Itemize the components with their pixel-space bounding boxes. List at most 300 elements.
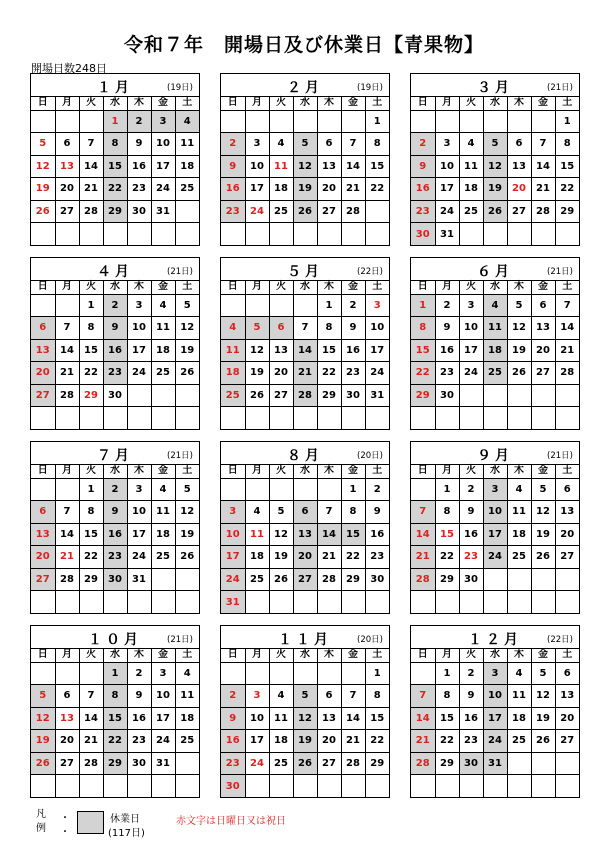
empty-cell	[459, 223, 483, 246]
day-cell: 8	[103, 685, 127, 708]
weekday-header: 木	[317, 649, 341, 662]
empty-cell	[245, 407, 269, 430]
day-cell: 14	[531, 155, 555, 178]
day-cell: 23	[435, 362, 459, 385]
month-grid	[411, 97, 579, 245]
day-cell: 14	[341, 707, 365, 730]
empty-cell	[317, 662, 341, 685]
week-row	[221, 501, 389, 524]
empty-cell	[507, 775, 531, 798]
day-cell: 9	[221, 155, 245, 178]
empty-cell	[127, 407, 151, 430]
week-row	[411, 568, 579, 591]
empty-cell	[31, 223, 55, 246]
month-open-days: (22日)	[357, 267, 383, 277]
day-cell: 30	[459, 752, 483, 775]
day-cell: 27	[31, 384, 55, 407]
week-row	[31, 501, 199, 524]
weekday-header: 土	[555, 465, 579, 478]
day-cell: 9	[341, 317, 365, 340]
day-cell: 14	[341, 155, 365, 178]
month-header	[221, 74, 389, 97]
day-cell: 23	[411, 200, 435, 223]
month-header	[411, 258, 579, 281]
day-cell: 5	[293, 133, 317, 156]
empty-cell	[175, 775, 199, 798]
day-cell: 29	[435, 568, 459, 591]
month-name: ３月	[477, 80, 513, 96]
day-cell: 14	[55, 339, 79, 362]
empty-cell	[127, 384, 151, 407]
day-cell: 5	[31, 133, 55, 156]
day-cell: 28	[293, 384, 317, 407]
day-cell: 9	[435, 317, 459, 340]
empty-cell	[293, 407, 317, 430]
week-row	[31, 478, 199, 501]
day-cell: 26	[483, 200, 507, 223]
day-cell: 2	[221, 685, 245, 708]
empty-cell	[31, 407, 55, 430]
empty-cell	[269, 775, 293, 798]
day-cell: 1	[103, 662, 127, 685]
day-cell: 17	[245, 730, 269, 753]
day-cell: 19	[175, 339, 199, 362]
empty-cell	[531, 110, 555, 133]
weekday-header: 金	[151, 281, 175, 294]
weekday-header: 土	[365, 97, 389, 110]
day-cell: 21	[55, 362, 79, 385]
empty-cell	[341, 775, 365, 798]
legend-dot: ・	[60, 827, 70, 838]
day-cell: 18	[269, 178, 293, 201]
weekday-header: 火	[269, 281, 293, 294]
week-row	[31, 707, 199, 730]
day-cell: 7	[317, 501, 341, 524]
empty-cell	[175, 591, 199, 614]
week-row	[411, 591, 579, 614]
day-cell: 24	[459, 362, 483, 385]
day-cell: 20	[31, 546, 55, 569]
empty-cell	[293, 223, 317, 246]
empty-cell	[55, 110, 79, 133]
day-cell: 25	[269, 752, 293, 775]
empty-cell	[507, 384, 531, 407]
day-cell: 22	[103, 730, 127, 753]
day-cell: 13	[31, 339, 55, 362]
day-cell: 3	[127, 478, 151, 501]
empty-cell	[411, 407, 435, 430]
month-name: １１月	[278, 632, 332, 648]
day-cell: 15	[341, 523, 365, 546]
day-cell: 15	[79, 523, 103, 546]
day-cell: 13	[269, 339, 293, 362]
day-cell: 19	[175, 523, 199, 546]
day-cell: 24	[483, 730, 507, 753]
month-header	[411, 626, 579, 649]
day-cell: 22	[435, 730, 459, 753]
empty-cell	[221, 478, 245, 501]
month-open-days: (20日)	[357, 635, 383, 645]
day-cell: 19	[483, 178, 507, 201]
weekday-header: 火	[79, 465, 103, 478]
weekday-header: 土	[175, 281, 199, 294]
empty-cell	[55, 662, 79, 685]
day-cell: 18	[175, 707, 199, 730]
week-row	[31, 752, 199, 775]
month-header	[221, 626, 389, 649]
day-cell: 24	[127, 362, 151, 385]
month-name: ４月	[97, 264, 133, 280]
week-row	[31, 200, 199, 223]
month-header	[31, 258, 199, 281]
day-cell: 17	[245, 178, 269, 201]
empty-cell	[459, 591, 483, 614]
empty-cell	[245, 223, 269, 246]
weekday-header: 水	[103, 649, 127, 662]
day-cell: 13	[531, 317, 555, 340]
legend-label: 凡例	[36, 809, 46, 834]
week-row	[221, 568, 389, 591]
day-cell: 12	[293, 155, 317, 178]
empty-cell	[245, 294, 269, 317]
day-cell: 20	[31, 362, 55, 385]
day-cell: 19	[531, 707, 555, 730]
week-row	[31, 662, 199, 685]
empty-cell	[103, 775, 127, 798]
day-cell: 9	[365, 501, 389, 524]
day-cell: 20	[317, 730, 341, 753]
day-cell: 2	[127, 110, 151, 133]
day-cell: 21	[555, 339, 579, 362]
day-cell: 28	[55, 568, 79, 591]
weekday-header: 土	[555, 649, 579, 662]
day-cell: 7	[341, 133, 365, 156]
week-row	[221, 730, 389, 753]
month-calendar	[220, 73, 390, 246]
empty-cell	[55, 591, 79, 614]
day-cell: 18	[221, 362, 245, 385]
weekday-header: 土	[365, 649, 389, 662]
day-cell: 16	[127, 707, 151, 730]
weekday-header: 火	[459, 649, 483, 662]
day-cell: 5	[175, 478, 199, 501]
month-calendar	[410, 257, 580, 430]
weekday-header: 金	[531, 649, 555, 662]
day-cell: 10	[365, 317, 389, 340]
day-cell: 20	[55, 730, 79, 753]
week-row	[221, 384, 389, 407]
day-cell: 12	[293, 707, 317, 730]
day-cell: 2	[103, 294, 127, 317]
day-cell: 18	[507, 523, 531, 546]
day-cell: 18	[483, 339, 507, 362]
day-cell: 1	[411, 294, 435, 317]
empty-cell	[435, 407, 459, 430]
day-cell: 6	[31, 317, 55, 340]
month-calendar	[30, 73, 200, 246]
empty-cell	[31, 478, 55, 501]
week-row	[31, 155, 199, 178]
weekday-header: 水	[293, 281, 317, 294]
month-grid	[31, 281, 199, 429]
day-cell: 20	[293, 546, 317, 569]
empty-cell	[507, 752, 531, 775]
day-cell: 5	[531, 662, 555, 685]
weekday-header: 金	[531, 465, 555, 478]
day-cell: 10	[151, 133, 175, 156]
day-cell: 5	[531, 478, 555, 501]
day-cell: 29	[365, 752, 389, 775]
day-cell: 1	[79, 294, 103, 317]
week-row	[411, 178, 579, 201]
day-cell: 5	[483, 133, 507, 156]
empty-cell	[459, 384, 483, 407]
day-cell: 23	[221, 752, 245, 775]
day-cell: 3	[151, 662, 175, 685]
empty-cell	[317, 223, 341, 246]
empty-cell	[555, 591, 579, 614]
day-cell: 11	[151, 501, 175, 524]
day-cell: 27	[269, 384, 293, 407]
empty-cell	[221, 110, 245, 133]
weekday-header: 火	[79, 649, 103, 662]
day-cell: 1	[341, 478, 365, 501]
month-grid	[411, 281, 579, 429]
day-cell: 22	[365, 730, 389, 753]
weekday-header: 土	[555, 281, 579, 294]
day-cell: 2	[459, 478, 483, 501]
day-cell: 21	[317, 546, 341, 569]
legend-red-note: 赤文字は日曜日又は祝日	[176, 816, 286, 827]
weekday-header: 金	[531, 97, 555, 110]
day-cell: 9	[459, 685, 483, 708]
empty-cell	[245, 591, 269, 614]
week-row	[221, 407, 389, 430]
week-row	[221, 294, 389, 317]
month-calendar	[410, 441, 580, 614]
weekday-header: 木	[127, 97, 151, 110]
day-cell: 27	[555, 730, 579, 753]
weekday-header: 日	[31, 649, 55, 662]
day-cell: 10	[127, 317, 151, 340]
day-cell: 22	[317, 362, 341, 385]
day-cell: 15	[103, 707, 127, 730]
day-cell: 13	[317, 155, 341, 178]
day-cell: 20	[531, 339, 555, 362]
empty-cell	[531, 223, 555, 246]
day-cell: 31	[151, 752, 175, 775]
day-cell: 30	[341, 384, 365, 407]
empty-cell	[103, 407, 127, 430]
day-cell: 14	[55, 523, 79, 546]
day-cell: 14	[79, 155, 103, 178]
day-cell: 15	[317, 339, 341, 362]
day-cell: 28	[341, 752, 365, 775]
weekday-header: 月	[55, 649, 79, 662]
empty-cell	[175, 223, 199, 246]
open-days-count: 開場日数248日	[31, 62, 107, 75]
empty-cell	[531, 568, 555, 591]
month-name: ７月	[97, 448, 133, 464]
day-cell: 7	[55, 501, 79, 524]
day-cell: 16	[103, 523, 127, 546]
day-cell: 10	[483, 685, 507, 708]
empty-cell	[269, 662, 293, 685]
day-cell: 8	[103, 133, 127, 156]
day-cell: 1	[103, 110, 127, 133]
empty-cell	[483, 407, 507, 430]
day-cell: 1	[435, 662, 459, 685]
empty-cell	[459, 407, 483, 430]
month-open-days: (21日)	[167, 267, 193, 277]
empty-cell	[31, 294, 55, 317]
week-row	[411, 730, 579, 753]
month-grid	[221, 281, 389, 429]
empty-cell	[79, 662, 103, 685]
day-cell: 21	[293, 362, 317, 385]
week-row	[411, 223, 579, 246]
day-cell: 26	[175, 546, 199, 569]
weekday-header: 土	[365, 465, 389, 478]
day-cell: 9	[127, 133, 151, 156]
day-cell: 3	[245, 685, 269, 708]
empty-cell	[103, 223, 127, 246]
legend-closed-name: 休業日	[110, 814, 140, 825]
empty-cell	[127, 775, 151, 798]
weekday-header: 火	[459, 97, 483, 110]
empty-cell	[221, 407, 245, 430]
empty-cell	[269, 591, 293, 614]
legend	[34, 808, 434, 848]
empty-cell	[79, 407, 103, 430]
day-cell: 7	[79, 133, 103, 156]
week-row	[411, 752, 579, 775]
empty-cell	[341, 223, 365, 246]
day-cell: 4	[221, 317, 245, 340]
month-grid	[31, 465, 199, 613]
day-cell: 18	[245, 546, 269, 569]
day-cell: 25	[269, 200, 293, 223]
day-cell: 21	[79, 178, 103, 201]
weekday-header: 土	[555, 97, 579, 110]
weekday-header: 月	[245, 97, 269, 110]
day-cell: 26	[507, 362, 531, 385]
empty-cell	[55, 775, 79, 798]
weekday-header: 土	[365, 281, 389, 294]
week-row	[31, 339, 199, 362]
empty-cell	[79, 110, 103, 133]
empty-cell	[365, 591, 389, 614]
day-cell: 2	[103, 478, 127, 501]
page-title: 令和７年 開場日及び休業日【青果物】	[123, 34, 484, 56]
day-cell: 10	[245, 707, 269, 730]
day-cell: 25	[483, 362, 507, 385]
week-row	[411, 339, 579, 362]
weekday-header: 月	[55, 465, 79, 478]
day-cell: 18	[151, 523, 175, 546]
day-cell: 16	[341, 339, 365, 362]
week-row	[31, 591, 199, 614]
weekday-header: 火	[79, 281, 103, 294]
weekday-header: 木	[317, 281, 341, 294]
day-cell: 23	[103, 362, 127, 385]
weekday-header: 木	[127, 281, 151, 294]
empty-cell	[103, 591, 127, 614]
day-cell: 31	[127, 568, 151, 591]
empty-cell	[175, 407, 199, 430]
month-calendar	[220, 625, 390, 798]
empty-cell	[531, 775, 555, 798]
week-row	[221, 362, 389, 385]
week-row	[221, 685, 389, 708]
day-cell: 21	[531, 178, 555, 201]
day-cell: 12	[483, 155, 507, 178]
month-grid	[221, 97, 389, 245]
week-row	[411, 294, 579, 317]
day-cell: 26	[293, 752, 317, 775]
week-row	[31, 730, 199, 753]
day-cell: 15	[555, 155, 579, 178]
day-cell: 8	[365, 685, 389, 708]
empty-cell	[435, 591, 459, 614]
week-row	[221, 775, 389, 798]
day-cell: 23	[341, 362, 365, 385]
day-cell: 16	[365, 523, 389, 546]
weekday-header: 土	[175, 465, 199, 478]
empty-cell	[293, 775, 317, 798]
weekday-header: 木	[317, 465, 341, 478]
week-row	[411, 523, 579, 546]
day-cell: 9	[103, 501, 127, 524]
empty-cell	[317, 110, 341, 133]
day-cell: 30	[411, 223, 435, 246]
empty-cell	[269, 294, 293, 317]
day-cell: 4	[507, 478, 531, 501]
week-row	[411, 662, 579, 685]
day-cell: 17	[435, 178, 459, 201]
week-row	[221, 591, 389, 614]
day-cell: 7	[55, 317, 79, 340]
day-cell: 14	[411, 523, 435, 546]
weekday-header: 日	[411, 97, 435, 110]
week-row	[31, 546, 199, 569]
day-cell: 25	[245, 568, 269, 591]
empty-cell	[221, 223, 245, 246]
week-row	[31, 384, 199, 407]
week-row	[411, 707, 579, 730]
day-cell: 8	[365, 133, 389, 156]
month-open-days: (19日)	[167, 83, 193, 93]
empty-cell	[365, 200, 389, 223]
week-row	[221, 523, 389, 546]
day-cell: 25	[151, 546, 175, 569]
day-cell: 9	[103, 317, 127, 340]
day-cell: 30	[127, 752, 151, 775]
day-cell: 6	[55, 133, 79, 156]
empty-cell	[245, 478, 269, 501]
day-cell: 16	[221, 730, 245, 753]
weekday-header: 月	[245, 281, 269, 294]
day-cell: 29	[411, 384, 435, 407]
day-cell: 24	[435, 200, 459, 223]
month-grid	[31, 97, 199, 245]
empty-cell	[31, 591, 55, 614]
day-cell: 13	[555, 501, 579, 524]
empty-cell	[531, 407, 555, 430]
empty-cell	[435, 110, 459, 133]
day-cell: 4	[269, 133, 293, 156]
day-cell: 18	[507, 707, 531, 730]
